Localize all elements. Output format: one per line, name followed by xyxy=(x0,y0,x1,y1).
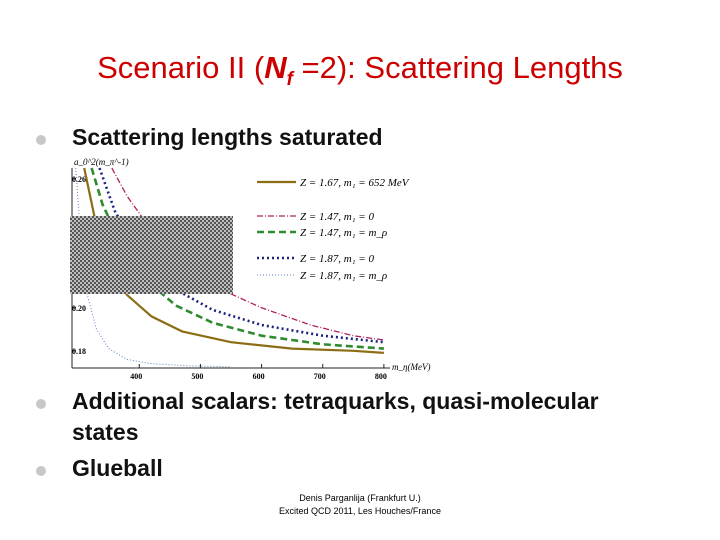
legend-label-4: Z = 1.87, m₁ = 0 xyxy=(300,253,374,265)
legend-label-5: Z = 1.87, m₁ = m_ρ xyxy=(300,270,388,282)
x-tick-label: 400 xyxy=(130,372,143,381)
legend-label-3: Z = 1.47, m₁ = m_ρ xyxy=(300,227,388,239)
transparency-checkerboard xyxy=(70,216,233,294)
bullet-dot-icon xyxy=(36,466,46,476)
y-tick-label: 0.18 xyxy=(72,346,86,356)
bullet-3-text: Glueball xyxy=(72,455,163,481)
x-tick-label: 600 xyxy=(252,372,265,381)
slide-title xyxy=(0,50,720,91)
legend-label-1: Z = 1.67, m₁ = 652 MeV xyxy=(300,177,409,189)
y-tick-label: 0.20 xyxy=(72,303,86,313)
y-tick-label: 0.26 xyxy=(72,174,86,184)
title-suffix: =2): Scattering Lengths xyxy=(292,50,623,85)
title-nf: N xyxy=(264,50,287,85)
bullet-2-text-line2: states xyxy=(72,419,139,445)
x-axis-label: m_η(MeV) xyxy=(392,362,431,372)
bullet-2-text-line1: Additional scalars: tetraquarks, quasi-molecular xyxy=(72,388,599,414)
legend-label-2: Z = 1.47, m₁ = 0 xyxy=(300,211,374,223)
x-tick-label: 500 xyxy=(191,372,204,381)
title-prefix: Scenario II ( xyxy=(97,50,265,85)
bullet-dot-icon xyxy=(36,135,46,145)
bullet-1-text: Scattering lengths saturated xyxy=(72,124,383,150)
bullet-dot-icon xyxy=(36,399,46,409)
scattering-length-plot xyxy=(60,156,480,382)
footer-author: Denis Parganlija (Frankfurt U.) xyxy=(299,493,421,503)
y-axis-label: a_0^2(m_π^-1) xyxy=(74,157,129,167)
x-tick-label: 700 xyxy=(313,372,326,381)
x-tick-label: 800 xyxy=(374,372,387,381)
legend xyxy=(257,177,410,282)
footer-conference: Excited QCD 2011, Les Houches/France xyxy=(279,506,441,516)
title-nf-subscript: f xyxy=(286,69,293,91)
footer xyxy=(0,492,720,518)
